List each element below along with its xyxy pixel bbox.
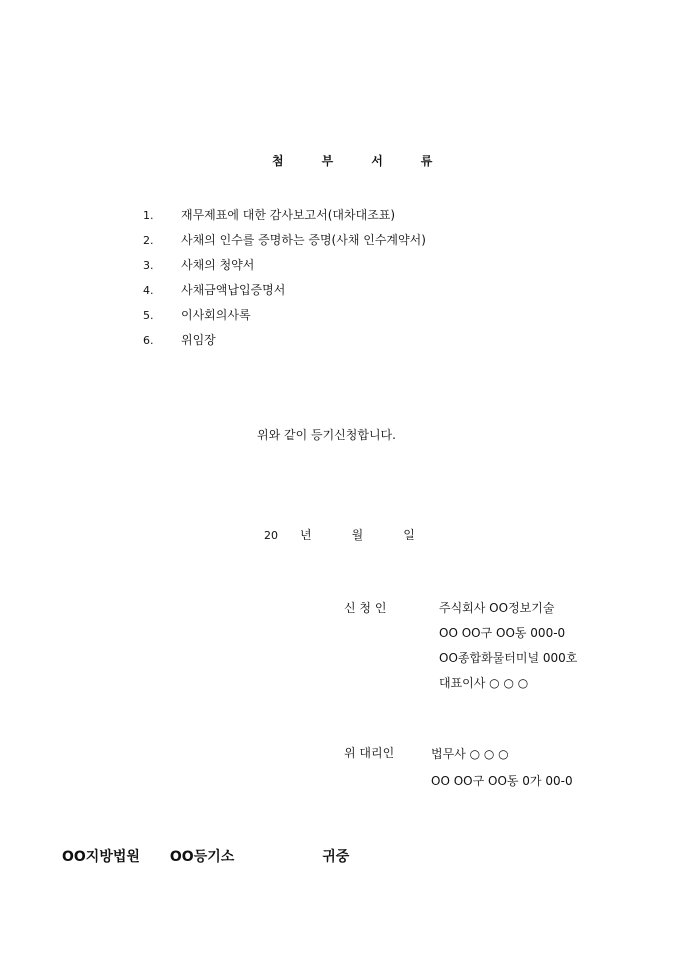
list-item: [143, 228, 426, 253]
agent-label: 위 대리인: [344, 746, 395, 760]
applicant-company: 주식회사 OO정보기술: [439, 601, 555, 615]
list-item-text: 사채금액납입증명서: [181, 283, 286, 297]
date-month-unit: 월: [351, 528, 364, 542]
footer-registry-office: OO등기소: [169, 849, 235, 865]
list-item-number: 5.: [143, 309, 154, 322]
list-item-number: 2.: [143, 234, 154, 247]
title-char: 서: [371, 154, 383, 168]
title-char: 류: [420, 154, 433, 168]
list-item-text: 위임장: [181, 333, 216, 347]
attachment-list: [143, 203, 426, 353]
applicant-address-line2: OO종합화물터미널 000호: [439, 651, 578, 665]
request-statement: 위와 같이 등기신청합니다.: [257, 428, 396, 442]
title-char: 첨: [272, 154, 284, 168]
list-item-number: 6.: [143, 334, 154, 347]
list-item-number: 3.: [143, 259, 154, 272]
agent-address: OO OO구 OO동 0가 00-0: [431, 774, 573, 788]
date-day-unit: 일: [403, 528, 415, 542]
applicant-address-line1: OO OO구 OO동 000-0: [439, 626, 566, 640]
list-item: [143, 278, 426, 303]
list-item-text: 재무제표에 대한 감사보고서(대차대조표): [181, 208, 396, 222]
applicant-details: [439, 596, 577, 696]
agent-details: [431, 741, 573, 795]
list-item-number: 4.: [143, 284, 154, 297]
list-item: [143, 203, 426, 228]
applicant-label: 신 청 인: [344, 601, 387, 615]
date-year-unit: 년: [300, 528, 312, 542]
footer-court: OO지방법원: [62, 849, 140, 865]
list-item: [143, 303, 426, 328]
date-year: 20: [264, 529, 278, 542]
list-item-text: 사채의 인수를 증명하는 증명(사채 인수계약서): [181, 233, 426, 247]
list-item-number: 1.: [143, 209, 154, 222]
footer-honorific: 귀중: [322, 849, 350, 865]
list-item: [143, 328, 426, 353]
list-item-text: 이사회의사록: [181, 308, 251, 322]
title-char: 부: [321, 154, 334, 168]
document-title: [272, 152, 432, 169]
date-line: [264, 526, 415, 543]
applicant-representative: 대표이사 ○ ○ ○: [439, 676, 529, 690]
addressee-footer: [62, 846, 349, 866]
list-item: [143, 253, 426, 278]
agent-name: 법무사 ○ ○ ○: [431, 747, 509, 761]
list-item-text: 사채의 청약서: [181, 258, 255, 272]
